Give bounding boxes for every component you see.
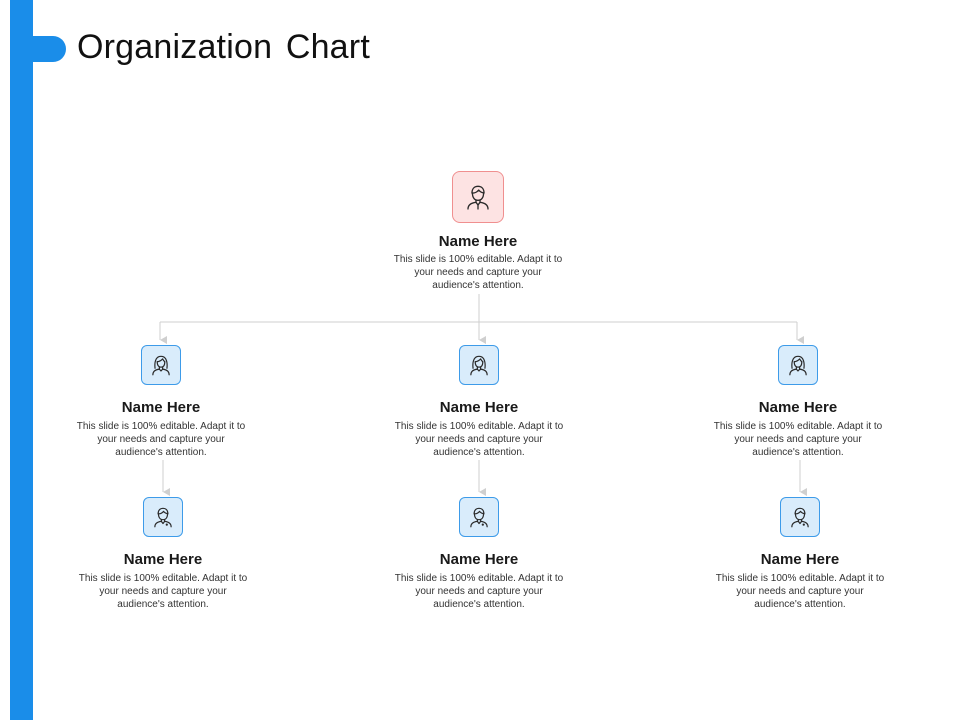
org-node-root (383, 171, 573, 292)
male-person-icon (150, 504, 176, 530)
node-description: This slide is 100% editable. Adapt it to your needs and capture your audience's attention. (394, 421, 564, 458)
node-name: Name Here (123, 551, 203, 568)
female-person-icon (785, 352, 811, 378)
avatar-box (778, 345, 818, 385)
node-name: Name Here (760, 551, 840, 568)
avatar-box (143, 497, 183, 537)
org-node-level1-center (384, 345, 574, 459)
node-description: This slide is 100% editable. Adapt it to your needs and capture your audience's attention. (715, 573, 885, 610)
node-description: This slide is 100% editable. Adapt it to your needs and capture your audience's attention. (393, 254, 563, 291)
avatar-box (459, 345, 499, 385)
page-title: Organization Chart (77, 28, 370, 66)
node-description: This slide is 100% editable. Adapt it to your needs and capture your audience's attention. (76, 421, 246, 458)
female-person-icon (148, 352, 174, 378)
org-node-level1-right (703, 345, 893, 459)
node-description: This slide is 100% editable. Adapt it to your needs and capture your audience's attention. (78, 573, 248, 610)
male-person-icon (787, 504, 813, 530)
node-description: This slide is 100% editable. Adapt it to your needs and capture your audience's attention. (713, 421, 883, 458)
org-node-level2-left (68, 497, 258, 611)
node-name: Name Here (439, 551, 519, 568)
avatar-box (141, 345, 181, 385)
node-name: Name Here (438, 233, 518, 250)
org-node-level2-right (705, 497, 895, 611)
male-person-icon (462, 181, 494, 213)
root-avatar-box (452, 171, 504, 223)
male-person-icon (466, 504, 492, 530)
node-name: Name Here (121, 399, 201, 416)
org-node-level1-left (66, 345, 256, 459)
node-name: Name Here (439, 399, 519, 416)
org-node-level2-center (384, 497, 574, 611)
female-person-icon (466, 352, 492, 378)
avatar-box (459, 497, 499, 537)
node-description: This slide is 100% editable. Adapt it to your needs and capture your audience's attention. (394, 573, 564, 610)
avatar-box (780, 497, 820, 537)
node-name: Name Here (758, 399, 838, 416)
